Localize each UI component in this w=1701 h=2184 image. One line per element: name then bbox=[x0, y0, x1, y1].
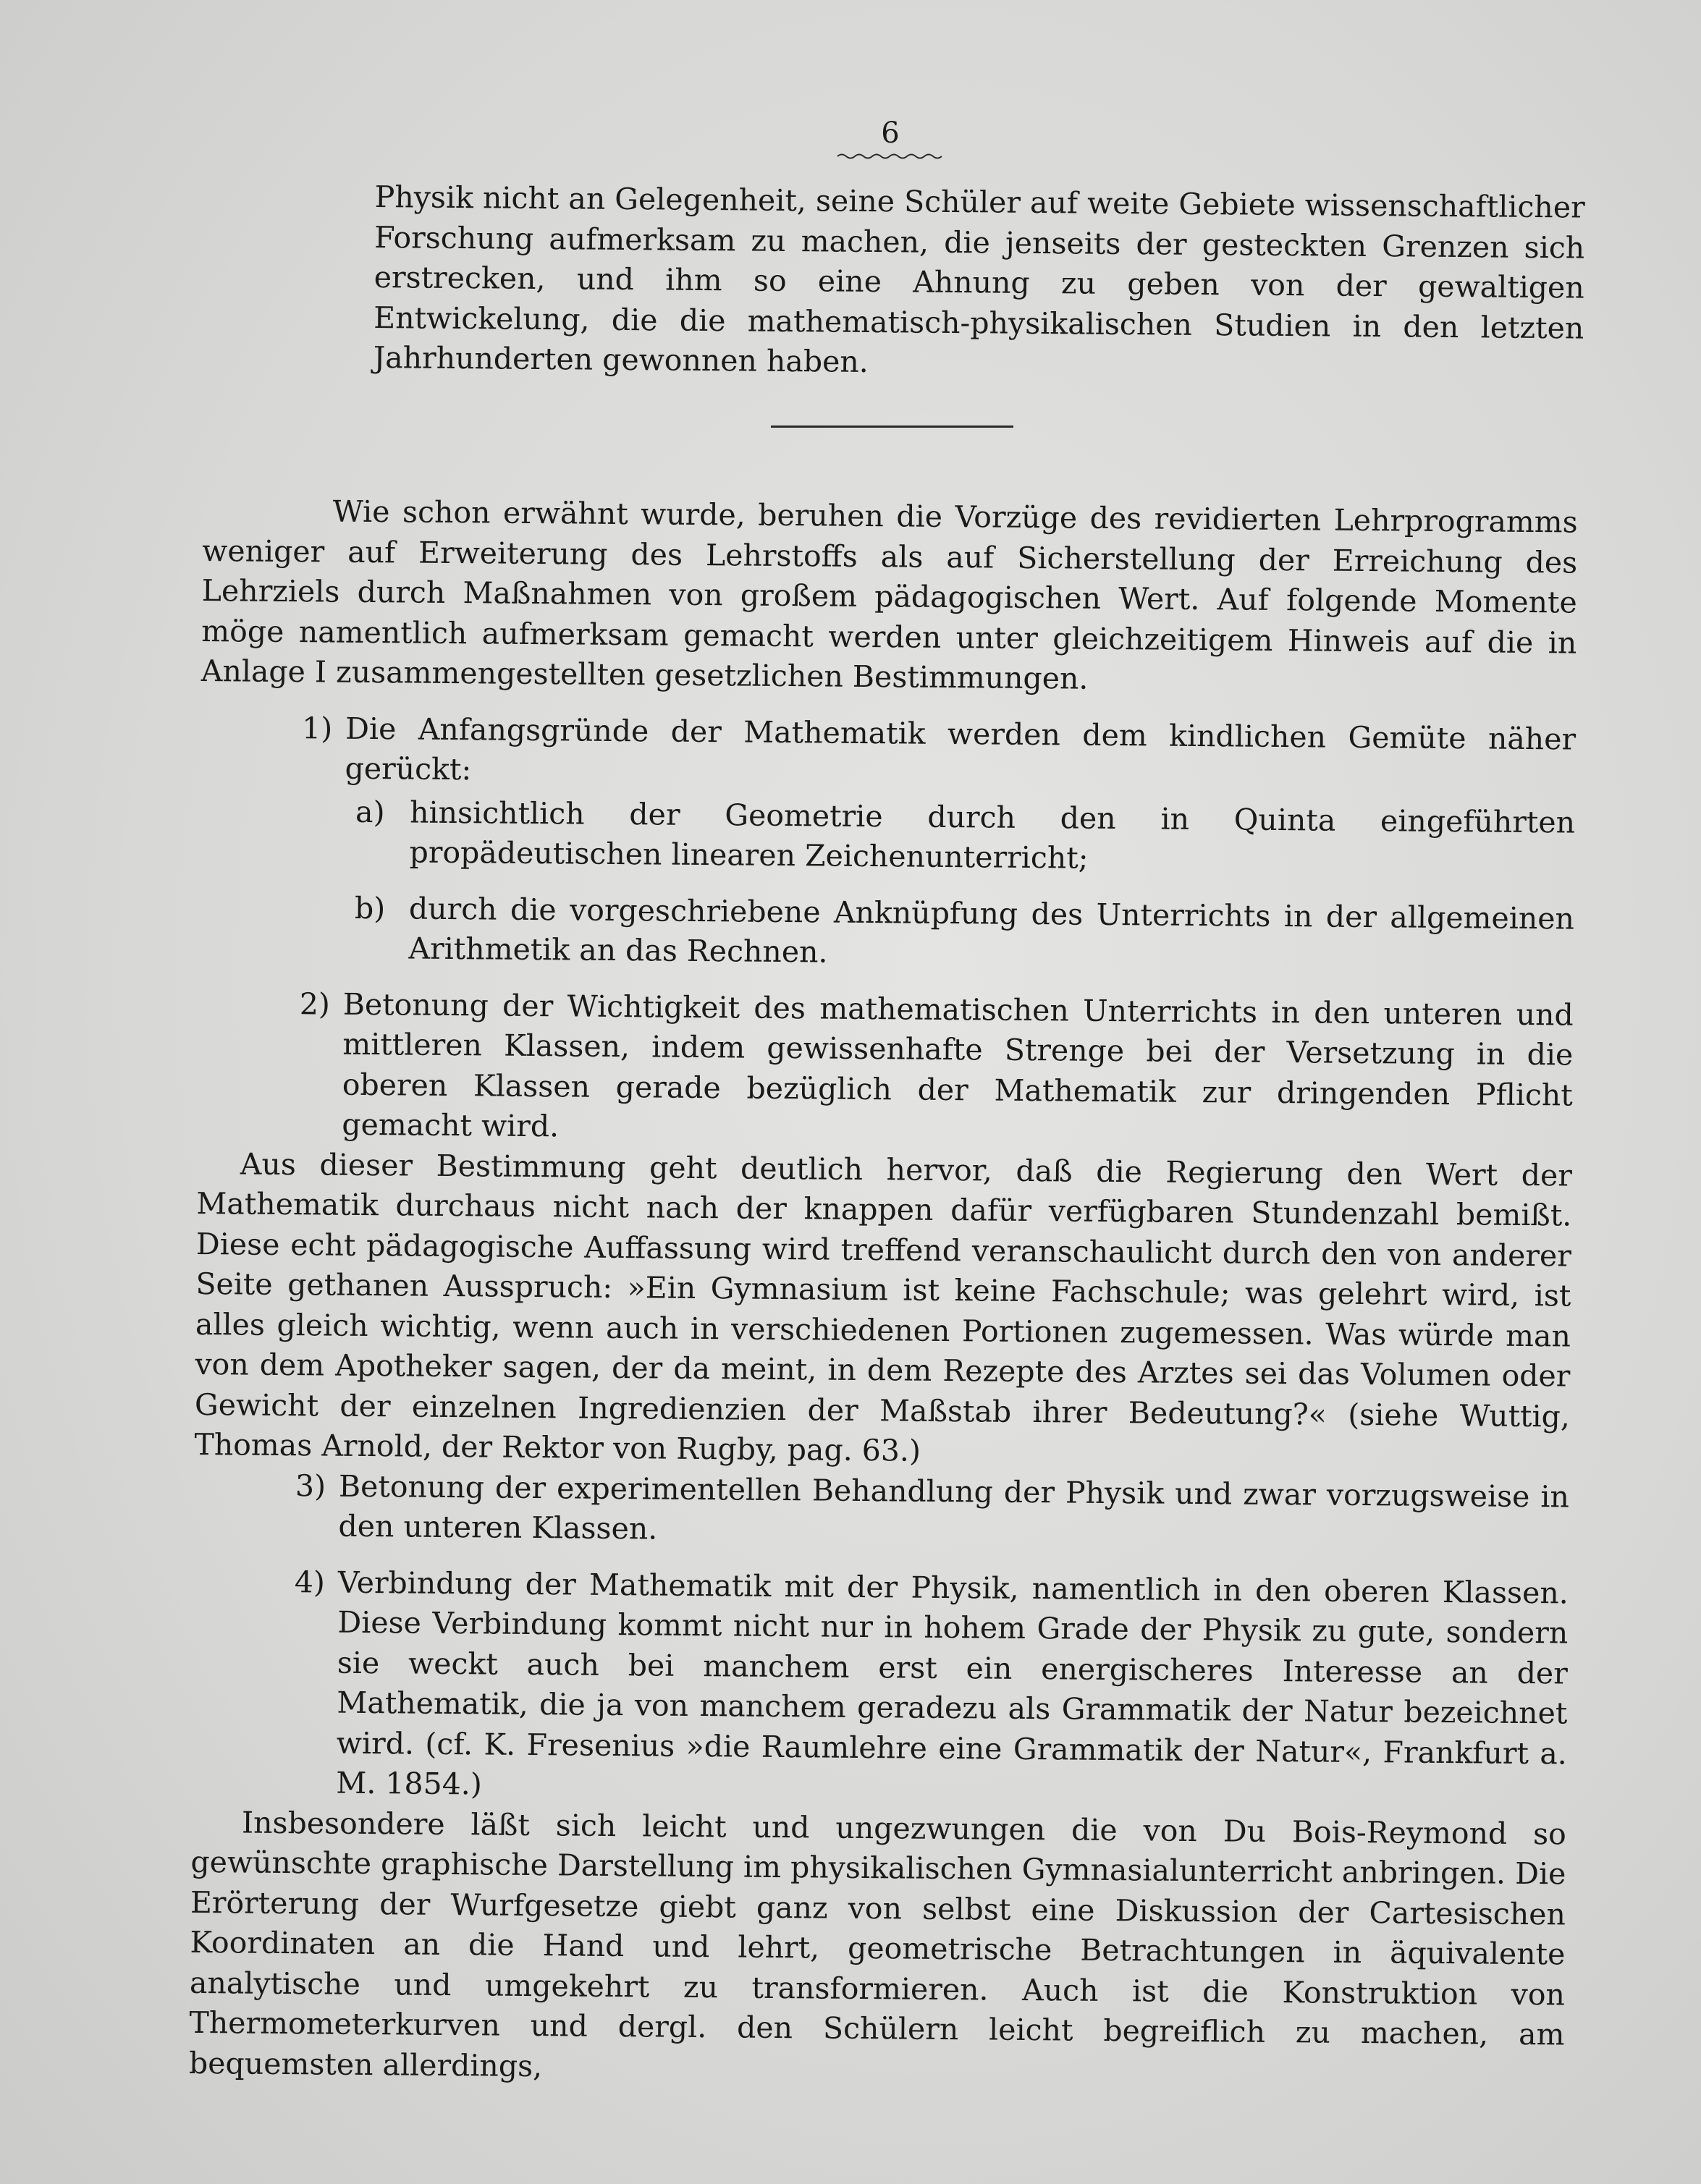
section-divider bbox=[771, 426, 1013, 428]
wavy-rule-ornament bbox=[836, 152, 945, 161]
opening-paragraph: Wie schon erwähnt wurde, beruhen die Vorzüge des revidierten Lehrprogramms weniger auf Erweiterung des Lehrstoffs als auf Sicherstellung der Erreichung des Lehrziels durch Maßnahmen von großem pädagogischen Wert. Auf folgende Momente möge namentlich aufmerksam gemacht werden unter gleichzeitigem Hinweis auf die in Anlage I zusammengestellten gesetzlichen Bestimmungen. bbox=[201, 494, 1578, 696]
list-text: Verbindung der Mathematik mit der Physik, namentlich in den oberen Klassen. Diese Verbindung kommt nicht nur in hohem Grade der Physik zu gute, sondern sie weckt auch bei manchem erst ein energischeres Interesse an der Mathematik, die ja von manchem geradezu als Grammatik der Natur bezeichnet wird. (cf. K. Fresenius »die Raumlehre eine Grammatik der Natur«, Frankfurt a. M. 1854.) bbox=[336, 1565, 1569, 1802]
sub-item-b bbox=[198, 886, 1574, 979]
list-item-2-continuation: Aus dieser Bestimmung geht deutlich hervor, daß die Regierung den Wert der Mathematik durchaus nicht nach der knappen dafür verfügbaren Stundenzahl bemißt. Diese echt pädagogische Auffassung wird treffend veranschaulicht durch den von anderer Seite gethanen Ausspruch: »Ein Gymnasium ist keine Fachschule; was gelehrt wird, ist alles gleich wichtig, wenn auch in verschiedenen Portionen zugemessen. Was würde man von dem Apotheker sagen, der da meint, in dem Rezepte des Arztes sei das Volumen oder Gewicht der einzelnen Ingredienzien der Maßstab ihrer Bedeutung?« (siehe Wuttig, Thomas Arnold, der Rektor von Rugby, pag. 63.) bbox=[194, 1146, 1573, 1468]
main-section bbox=[189, 491, 1578, 2095]
list-item-2 bbox=[197, 983, 1574, 1156]
list-text: Betonung der Wichtigkeit des mathematischen Unterrichts in den unteren und mittleren Klassen, indem gewissenhafte Strenge bei der Versetzung in die oberen Klassen gerade bezüglich der Mathematik zur dringenden Pflicht gemacht wird. bbox=[342, 986, 1574, 1144]
list-text: Die Anfangsgründe der Mathematik werden dem kindlichen Gemüte näher gerückt: bbox=[345, 711, 1577, 787]
list-number: 1) bbox=[301, 710, 333, 746]
list-text: Betonung der experimentellen Behandlung der Physik und zwar vorzugsweise in den unteren Klassen. bbox=[338, 1468, 1570, 1546]
sub-text: hinsichtlich der Geometrie durch den in Quinta eingeführten propädeutischen linearen Zeichenunterricht; bbox=[409, 795, 1576, 876]
list-item-3 bbox=[193, 1465, 1569, 1557]
sub-label: b) bbox=[354, 890, 386, 926]
sub-item-a bbox=[199, 790, 1575, 883]
sub-text: durch die vorgeschriebene Anknüpfung des Unterrichts in der allgemeinen Arithmetik an das Rechnen. bbox=[408, 891, 1575, 970]
intro-text: Physik nicht an Gelegenheit, seine Schüler auf weite Gebiete wissenschaftlicher Forschung aufmerksam zu machen, die jenseits der gesteckten Grenzen sich erstrecken, und ihm so eine Ahnung zu geben von der gewaltigen Entwickelung, die die mathematisch-physikalischen Studien in den letzten Jahrhunderten gewonnen haben. bbox=[373, 179, 1585, 379]
list-number: 4) bbox=[294, 1564, 326, 1600]
page-number: 6 bbox=[881, 117, 900, 150]
intro-paragraph bbox=[373, 177, 1585, 389]
sub-label: a) bbox=[355, 794, 385, 829]
page-header bbox=[832, 116, 948, 161]
list-item-4 bbox=[191, 1561, 1569, 1814]
list-number: 3) bbox=[295, 1468, 326, 1504]
closing-paragraph: Insbesondere läßt sich leicht und ungezwungen die von Du Bois-Reymond so gewünschte graphische Darstellung im physikalischen Gymnasialunterricht anbringen. Die Erörterung der Wurfgesetze giebt ganz von selbst eine Diskussion der Cartesischen Koordinaten an die Hand und lehrt, geometrische Betrachtungen in äquivalente analytische und umgekehrt zu transformieren. Auch ist die Konstruktion von Thermometerkurven und dergl. den Schülern leicht begreiflich zu machen, am bequemsten allerdings, bbox=[188, 1805, 1567, 2083]
list-number: 2) bbox=[299, 986, 331, 1022]
list-item-1 bbox=[200, 707, 1576, 800]
